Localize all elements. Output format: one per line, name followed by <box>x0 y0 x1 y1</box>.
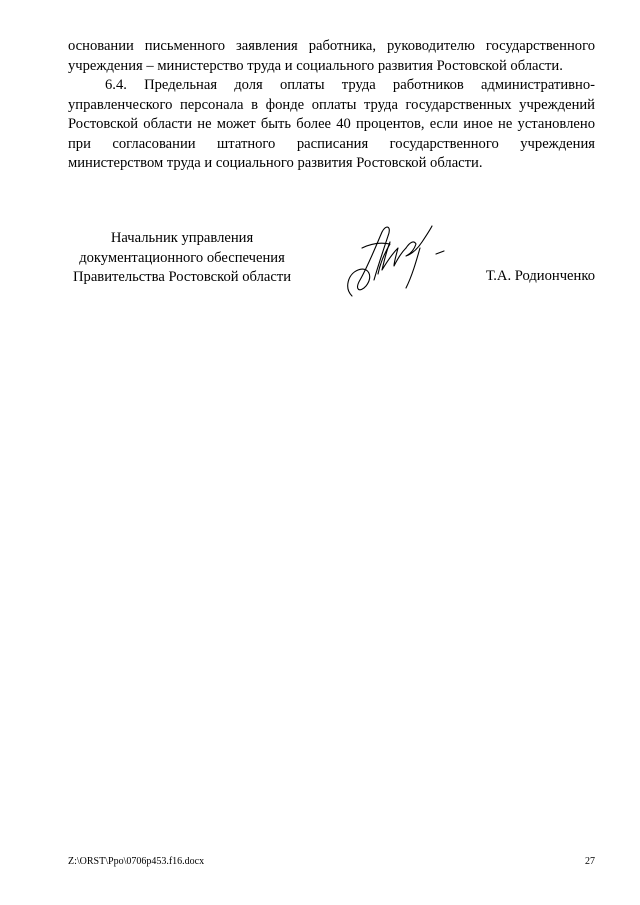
page-number: 27 <box>585 856 595 867</box>
paragraph-continuation: основании письменного заявления работника, руководителю государственного учреждения – министерство труда и социального развития Ростовской области. <box>68 38 595 74</box>
signer-title-line: Правительства Ростовской области <box>72 269 292 285</box>
handwritten-signature <box>340 218 455 305</box>
signer-name: Т.А. Родионченко <box>485 268 595 284</box>
document-body <box>68 37 595 174</box>
signer-title <box>62 229 302 288</box>
signer-title-line: Начальник управления <box>110 230 254 246</box>
signer-title-line: документационного обеспечения <box>79 249 285 266</box>
paragraph-6-4: 6.4. Предельная доля оплаты труда работников административно-управленческого персонала в фонде оплаты труда государственных учреждений Ростовской области не может быть более 40 процентов, если иное не установлено при согласовании штатного расписания государственного учреждения министерством труда и социального развития Ростовской области. <box>68 77 595 171</box>
footer-file-path: Z:\ORST\Ppo\0706p453.f16.docx <box>68 856 205 867</box>
